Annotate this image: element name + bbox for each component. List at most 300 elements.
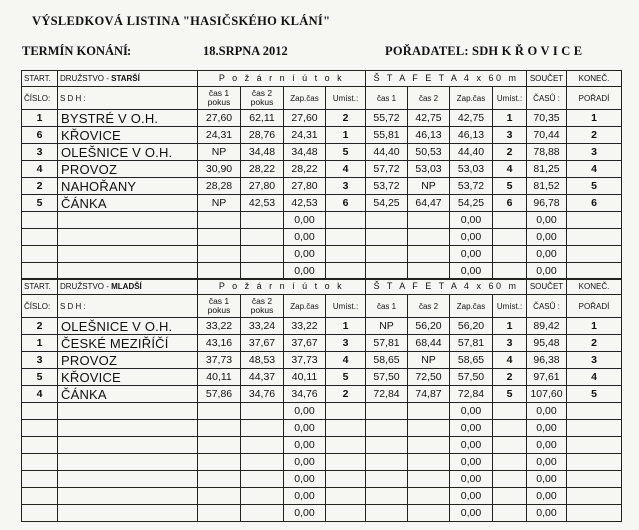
start-number [22,403,58,420]
relay-place: 3 [493,127,527,144]
fire-time2: 44,37 [241,369,284,386]
fire-counted: 0,00 [284,403,326,420]
relay-time2 [408,437,450,454]
relay-counted: 0,00 [450,505,493,522]
relay-time1: 54,25 [366,195,408,212]
total-time: 81,25 [527,161,567,178]
team-name [58,246,198,263]
relay-place: 5 [493,178,527,195]
relay-counted: 0,00 [450,403,493,420]
fire-counted: 0,00 [284,437,326,454]
relay-time1: 55,72 [366,110,408,127]
results-table-older [21,70,622,280]
relay-time2: 56,20 [408,318,450,335]
start-number: 1 [22,110,58,127]
team-name: PROVOZ [58,161,198,178]
fire-place [326,488,366,505]
fire-time1 [198,454,241,471]
header-fire-counted: Zap.čas [284,87,326,110]
final-place [567,488,622,505]
team-name [58,263,198,280]
final-place: 2 [567,127,622,144]
final-place: 1 [567,110,622,127]
fire-place: 2 [326,386,366,403]
fire-time2: 34,48 [241,144,284,161]
fire-place [326,403,366,420]
final-place: 3 [567,352,622,369]
fire-time1: 37,73 [198,352,241,369]
fire-place: 1 [326,318,366,335]
relay-counted: 53,72 [450,178,493,195]
start-number: 4 [22,161,58,178]
relay-time2: NP [408,178,450,195]
team-name [58,229,198,246]
fire-place: 2 [326,110,366,127]
total-time: 0,00 [527,488,567,505]
fire-place: 5 [326,369,366,386]
relay-place [493,437,527,454]
header-sdh: S D H : [58,295,198,318]
header-rank: POŘADÍ [567,87,622,110]
team-name [58,471,198,488]
relay-time2: 72,50 [408,369,450,386]
total-time: 70,35 [527,110,567,127]
fire-time1 [198,437,241,454]
fire-time1 [198,488,241,505]
total-time: 0,00 [527,403,567,420]
start-number [22,471,58,488]
relay-time1: 57,50 [366,369,408,386]
druzstvo-label: DRUŽSTVO - [60,74,112,83]
header-relay-time1: čas 1 [366,87,408,110]
fire-place [326,420,366,437]
relay-place: 5 [493,386,527,403]
header-fire-counted: Zap.čas [284,295,326,318]
start-number [22,246,58,263]
header-times: ČASŮ : [527,295,567,318]
relay-place: 2 [493,144,527,161]
table-row [22,352,622,369]
relay-counted: 53,03 [450,161,493,178]
relay-time1: 57,81 [366,335,408,352]
fire-place: 6 [326,195,366,212]
relay-time1: 72,84 [366,386,408,403]
fire-time1: 24,31 [198,127,241,144]
header-sdh: S D H : [58,87,198,110]
fire-time1: 33,22 [198,318,241,335]
fire-time2 [241,212,284,229]
fire-counted: 0,00 [284,246,326,263]
team-name: ČESKÉ MEZIŘÍČÍ [58,335,198,352]
table-row [22,161,622,178]
relay-place [493,471,527,488]
category-label: STARŠÍ [111,74,140,83]
header-fire-time2-line2: pokus [250,97,274,107]
results-table-younger [21,278,622,522]
relay-place [493,420,527,437]
relay-counted: 46,13 [450,127,493,144]
start-number [22,420,58,437]
team-name [58,403,198,420]
team-name: KŘOVICE [58,369,198,386]
relay-counted: 0,00 [450,212,493,229]
event-date: 18.SRPNA 2012 [203,44,288,58]
relay-time2: 53,03 [408,161,450,178]
team-name [58,454,198,471]
header-relay-place: Umíst.: [493,295,527,318]
fire-time2: 28,22 [241,161,284,178]
fire-time1: 30,90 [198,161,241,178]
fire-time1: 43,16 [198,335,241,352]
start-number: 3 [22,144,58,161]
team-name: PROVOZ [58,352,198,369]
fire-counted: 0,00 [284,488,326,505]
total-time: 81,52 [527,178,567,195]
relay-time1: 44,40 [366,144,408,161]
team-name: OLEŠNICE V O.H. [58,144,198,161]
table-row [22,454,622,471]
final-place [567,212,622,229]
header-fire-time1 [198,295,241,318]
header-fire-time2-line2: pokus [250,305,274,315]
fire-time2: 62,11 [241,110,284,127]
header-start: START. [22,71,58,87]
header-relay-time2: čas 2 [408,295,450,318]
fire-time2: 27,80 [241,178,284,195]
fire-time1 [198,403,241,420]
fire-counted: 0,00 [284,505,326,522]
fire-time2 [241,471,284,488]
relay-time2: 42,75 [408,110,450,127]
fire-time1 [198,471,241,488]
team-name: ČÁNKA [58,386,198,403]
fire-counted: 34,76 [284,386,326,403]
table-row [22,488,622,505]
fire-counted: 0,00 [284,471,326,488]
fire-place [326,437,366,454]
relay-place [493,403,527,420]
start-number: 1 [22,335,58,352]
relay-time1: 55,81 [366,127,408,144]
table-row [22,127,622,144]
header-relay: Š T A F E T A 4 x 60 m [366,71,527,87]
fire-time1: 27,60 [198,110,241,127]
fire-time2: 28,76 [241,127,284,144]
header-fire-time1 [198,87,241,110]
relay-counted: 0,00 [450,437,493,454]
fire-time2: 33,24 [241,318,284,335]
team-name: KŘOVICE [58,127,198,144]
table-row [22,110,622,127]
header-relay-counted: Zap.čas [450,295,493,318]
fire-time2 [241,229,284,246]
relay-place [493,488,527,505]
relay-time2: 46,13 [408,127,450,144]
header-number: ČÍSLO: [22,295,58,318]
header-relay-time1: čas 1 [366,295,408,318]
final-place [567,420,622,437]
header-relay-place: Umíst.: [493,87,527,110]
table-row [22,403,622,420]
header-final: KONEČ. [567,71,622,87]
team-name: NAHOŘANY [58,178,198,195]
fire-counted: 37,67 [284,335,326,352]
start-number: 2 [22,318,58,335]
relay-time2 [408,263,450,280]
fire-place: 5 [326,144,366,161]
total-time: 0,00 [527,246,567,263]
fire-time2: 34,76 [241,386,284,403]
final-place [567,437,622,454]
fire-place: 1 [326,127,366,144]
fire-counted: 42,53 [284,195,326,212]
fire-counted: 0,00 [284,212,326,229]
table-row [22,437,622,454]
fire-counted: 27,80 [284,178,326,195]
start-number: 4 [22,386,58,403]
fire-place [326,212,366,229]
start-number: 5 [22,195,58,212]
relay-place [493,454,527,471]
fire-place [326,263,366,280]
header-sum: SOUČET [527,71,567,87]
final-place: 2 [567,335,622,352]
final-place: 5 [567,178,622,195]
fire-time1 [198,212,241,229]
table-row [22,195,622,212]
relay-time1 [366,471,408,488]
relay-time2 [408,505,450,522]
header-relay-counted: Zap.čas [450,87,493,110]
organizer: POŘADATEL: SDH K Ř O V I C E [385,44,583,58]
header-fire-attack: P o ž á r n í ú t o k [198,279,366,295]
header-relay: Š T A F E T A 4 x 60 m [366,279,527,295]
fire-place: 3 [326,178,366,195]
fire-counted: 27,60 [284,110,326,127]
relay-place [493,505,527,522]
relay-time1 [366,505,408,522]
relay-time2: 68,44 [408,335,450,352]
final-place: 3 [567,144,622,161]
fire-time1: 57,86 [198,386,241,403]
fire-place [326,471,366,488]
fire-place: 3 [326,335,366,352]
team-name [58,437,198,454]
relay-time1 [366,212,408,229]
fire-place [326,505,366,522]
team-name [58,420,198,437]
relay-counted: 56,20 [450,318,493,335]
header-fire-time1-line2: pokus [207,97,231,107]
header-fire-time1-line1: čas 1 [208,296,230,306]
total-time: 0,00 [527,437,567,454]
fire-counted: 0,00 [284,454,326,471]
relay-place: 1 [493,110,527,127]
team-name: BYSTRÉ V O.H. [58,110,198,127]
relay-counted: 0,00 [450,471,493,488]
relay-counted: 0,00 [450,263,493,280]
fire-time2 [241,437,284,454]
document-title: VÝSLEDKOVÁ LISTINA "HASIČSKÉHO KLÁNÍ" [32,14,331,28]
team-name [58,212,198,229]
relay-time1 [366,263,408,280]
header-sum: SOUČET [527,279,567,295]
header-fire-time2-line1: čas 2 [251,88,273,98]
fire-time1: NP [198,195,241,212]
header-rank: POŘADÍ [567,295,622,318]
relay-place [493,263,527,280]
fire-time1 [198,263,241,280]
start-number [22,229,58,246]
term-colon: : [127,44,132,58]
header-number: ČÍSLO: [22,87,58,110]
relay-counted: 0,00 [450,454,493,471]
relay-time1 [366,420,408,437]
start-number: 5 [22,369,58,386]
total-time: 70,44 [527,127,567,144]
relay-time2 [408,420,450,437]
team-name [58,488,198,505]
total-time: 0,00 [527,229,567,246]
fire-time2 [241,488,284,505]
header-fire-time2 [241,295,284,318]
relay-counted: 72,84 [450,386,493,403]
term-label: TERMÍN KONÁNÍ [22,44,128,58]
total-time: 96,38 [527,352,567,369]
table-row [22,178,622,195]
fire-place [326,454,366,471]
relay-time1: NP [366,318,408,335]
total-time: 107,60 [527,386,567,403]
relay-time2 [408,454,450,471]
team-name: OLEŠNICE V O.H. [58,318,198,335]
start-number [22,505,58,522]
relay-place: 4 [493,352,527,369]
table-row [22,246,622,263]
relay-time2 [408,229,450,246]
team-name: ČÁNKA [58,195,198,212]
start-number: 6 [22,127,58,144]
fire-time2 [241,403,284,420]
fire-time1 [198,505,241,522]
relay-counted: 57,50 [450,369,493,386]
total-time: 0,00 [527,263,567,280]
relay-time2 [408,488,450,505]
total-time: 0,00 [527,471,567,488]
final-place: 5 [567,386,622,403]
relay-counted: 44,40 [450,144,493,161]
relay-place: 4 [493,161,527,178]
start-number: 3 [22,352,58,369]
header-fire-time2-line1: čas 2 [251,296,273,306]
table-row [22,318,622,335]
header-druzstvo [58,279,198,295]
total-time: 89,42 [527,318,567,335]
final-place [567,454,622,471]
header-fire-time1-line2: pokus [207,305,231,315]
table-row [22,263,622,280]
fire-time2 [241,454,284,471]
relay-time1 [366,246,408,263]
final-place [567,471,622,488]
relay-place: 3 [493,335,527,352]
final-place: 4 [567,369,622,386]
fire-counted: 34,48 [284,144,326,161]
table-row [22,212,622,229]
relay-time2 [408,212,450,229]
relay-time1 [366,437,408,454]
relay-time2: 50,53 [408,144,450,161]
header-final: KONEČ. [567,279,622,295]
relay-counted: 0,00 [450,420,493,437]
header-fire-place: Umíst.: [326,87,366,110]
final-place [567,505,622,522]
table-row [22,420,622,437]
relay-time2 [408,246,450,263]
fire-place: 4 [326,161,366,178]
header-start: START. [22,279,58,295]
header-druzstvo [58,71,198,87]
fire-time2: 48,53 [241,352,284,369]
final-place: 1 [567,318,622,335]
total-time: 96,78 [527,195,567,212]
category-label: MLADŠÍ [111,282,142,291]
fire-place [326,229,366,246]
table-row [22,471,622,488]
final-place [567,263,622,280]
team-name [58,505,198,522]
header-fire-time2 [241,87,284,110]
fire-time2: 37,67 [241,335,284,352]
final-place [567,403,622,420]
fire-time1: 40,11 [198,369,241,386]
fire-time2: 42,53 [241,195,284,212]
fire-time2 [241,420,284,437]
final-place: 4 [567,161,622,178]
fire-time1: 28,28 [198,178,241,195]
relay-time1 [366,229,408,246]
relay-counted: 58,65 [450,352,493,369]
fire-counted: 0,00 [284,263,326,280]
total-time: 95,48 [527,335,567,352]
fire-time1 [198,246,241,263]
relay-counted: 0,00 [450,246,493,263]
final-place: 6 [567,195,622,212]
start-number [22,263,58,280]
relay-counted: 42,75 [450,110,493,127]
relay-time1 [366,403,408,420]
relay-time1: 58,65 [366,352,408,369]
table-row [22,369,622,386]
header-times: ČASŮ : [527,87,567,110]
fire-place: 4 [326,352,366,369]
relay-time1: 57,72 [366,161,408,178]
table-row [22,144,622,161]
start-number: 2 [22,178,58,195]
fire-time1: NP [198,144,241,161]
table-row [22,335,622,352]
fire-counted: 0,00 [284,229,326,246]
start-number [22,488,58,505]
header-fire-place: Umíst.: [326,295,366,318]
start-number [22,454,58,471]
fire-place [326,246,366,263]
table-row [22,386,622,403]
fire-time2 [241,263,284,280]
start-number [22,437,58,454]
header-relay-time2: čas 2 [408,87,450,110]
relay-place: 6 [493,195,527,212]
